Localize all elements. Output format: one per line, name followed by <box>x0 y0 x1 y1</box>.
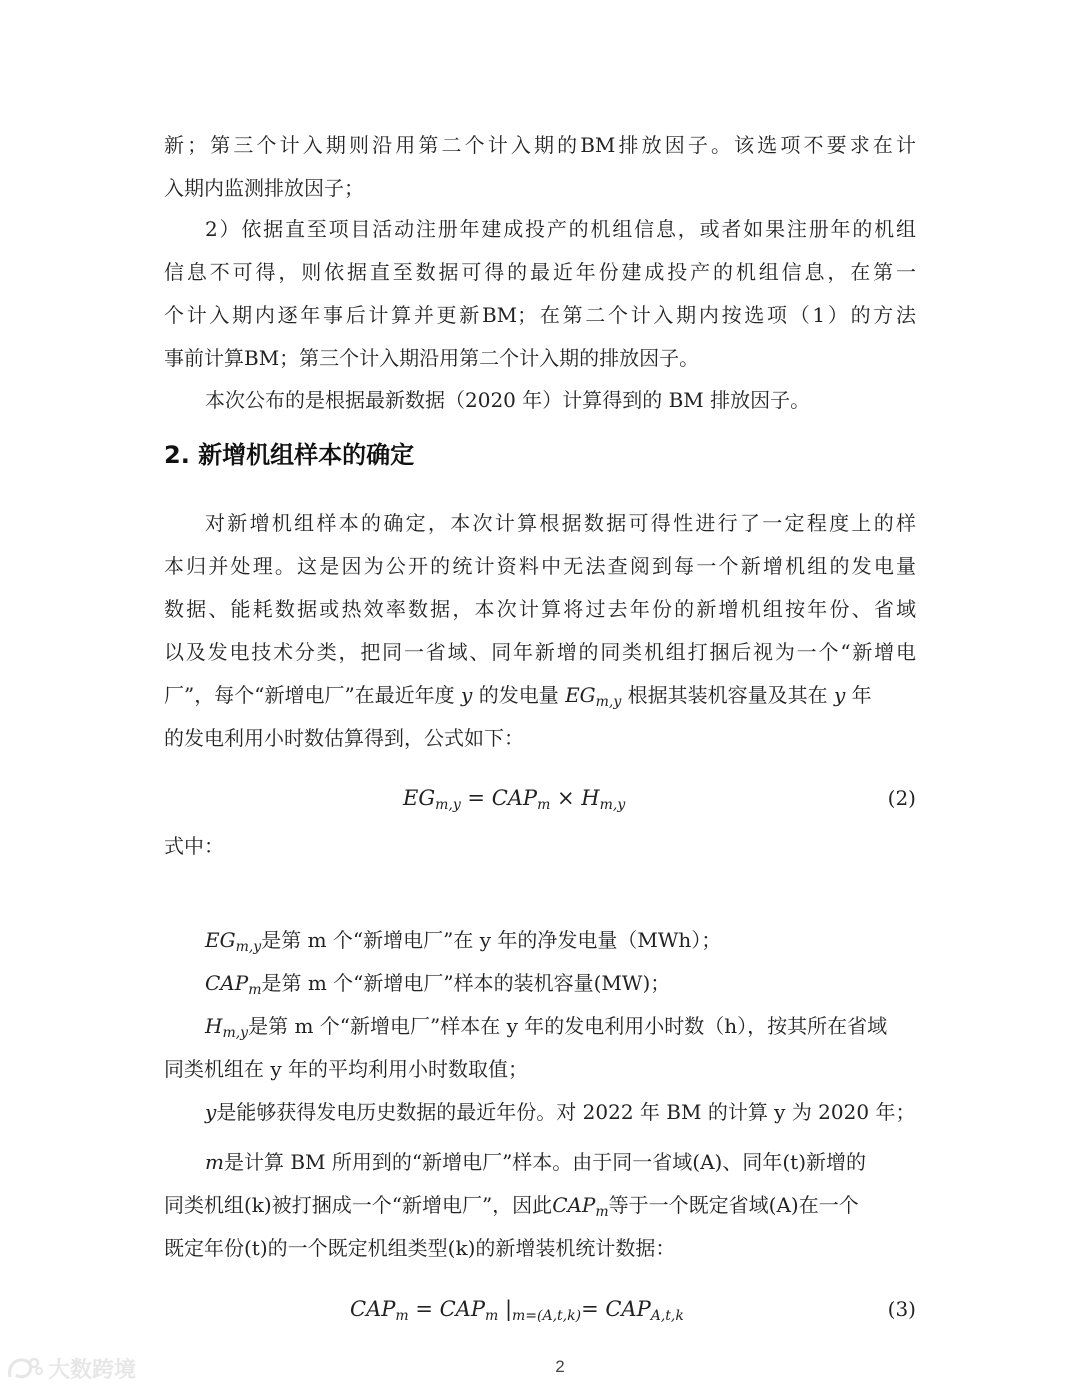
equation-3: $CAP_m = CAP_m$ $|_{m=(A,t,k)}= CAP_{A,t,k}$ <box>350 1297 684 1324</box>
math-cap: $CAP_m$ <box>552 1193 609 1220</box>
watermark <box>6 1353 136 1384</box>
text-segment: 等于一个既定省域(A)在一个 <box>608 1193 859 1217</box>
text-segment: 是第 m 个“新增电厂”样本在 y 年的发电利用小时数（h），按其所在省域 <box>248 1014 888 1038</box>
text-segment: 是能够获得发电历史数据的最近年份。对 2022 年 BM 的计算 y 为 2020 年； <box>216 1100 916 1124</box>
text-line: 2）依据直至项目活动注册年建成投产的机组信息，或者如果注册年的机组 <box>205 217 916 241</box>
text-line: 入期内监测排放因子； <box>164 176 364 200</box>
text-line-with-math <box>164 681 916 716</box>
definition-y <box>205 1098 916 1126</box>
page-number: 2 <box>555 1357 565 1376</box>
text-line: 新；第三个计入期则沿用第二个计入期的BM排放因子。该选项不要求在计 <box>164 133 916 157</box>
equation-number: (2) <box>887 786 916 810</box>
definition-cap <box>205 969 916 1004</box>
text-segment: 根据其装机容量及其在 <box>627 683 828 707</box>
text-line: 对新增机组样本的确定，本次计算根据数据可得性进行了一定程度上的样 <box>205 511 916 535</box>
math-h: $H_{m,y}$ <box>205 1014 249 1041</box>
text-line: 同类机组在 y 年的平均利用小时数取值； <box>164 1057 529 1081</box>
watermark-text: 大数跨境 <box>48 1358 137 1383</box>
equation-number: (3) <box>887 1297 916 1321</box>
text-segment: 是计算 BM 所用到的“新增电厂”样本。由于同一省域(A)、同年(t)新增的 <box>223 1150 866 1174</box>
math-var-y: y <box>205 1100 217 1124</box>
text-line: 事前计算BM；第三个计入期沿用第二个计入期的排放因子。 <box>164 346 700 370</box>
math-eg: $EG_{m,y}$ <box>205 928 262 955</box>
brand-logo-icon <box>6 1355 44 1383</box>
text-segment: 同类机组(k)被打捆成一个“新增电厂”，因此 <box>164 1193 553 1217</box>
math-var-y: y <box>834 683 852 707</box>
text-line: 以及发电技术分类，把同一省域、同年新增的同类机组打捆后视为一个“新增电 <box>164 640 916 664</box>
text-line: 既定年份(t)的一个既定机组类型(k)的新增装机统计数据： <box>164 1236 676 1260</box>
text-line: 数据、能耗数据或热效率数据，本次计算将过去年份的新增机组按年份、省域 <box>164 597 916 621</box>
text-line: 本归并处理。这是因为公开的统计资料中无法查阅到每一个新增机组的发电量 <box>164 554 916 578</box>
math-var-m: m <box>205 1150 224 1174</box>
publish-note: 本次公布的是根据最新数据（2020 年）计算得到的 BM 排放因子。 <box>205 388 811 412</box>
definition-m <box>205 1148 916 1176</box>
text-segment: 年 <box>851 683 872 707</box>
definition-h <box>205 1012 916 1047</box>
text-line: 的发电利用小时数估算得到，公式如下： <box>164 726 524 750</box>
math-var-y: y <box>461 683 479 707</box>
section-heading: 2. 新增机组样本的确定 <box>164 441 415 469</box>
text-segment: 的发电量 <box>478 683 559 707</box>
where-label: 式中： <box>164 834 224 858</box>
text-line-with-math <box>164 1191 916 1226</box>
text-segment: 厂”，每个“新增电厂”在最近年度 <box>164 683 455 707</box>
math-cap: $CAP_m$ <box>205 971 262 998</box>
text-segment: 是第 m 个“新增电厂”样本的装机容量(MW)； <box>261 971 671 995</box>
equation-2: $EG_{m,y} = CAP_m \times H_{m,y}$ <box>403 786 626 813</box>
text-line: 个计入期内逐年事后计算并更新BM；在第二个计入期内按选项（1）的方法 <box>164 303 916 327</box>
text-segment: 是第 m 个“新增电厂”在 y 年的净发电量（MWh）； <box>261 928 722 952</box>
math-eg: $EG_{m,y}$ <box>565 683 622 710</box>
definition-eg <box>205 926 916 961</box>
text-line: 信息不可得，则依据直至数据可得的最近年份建成投产的机组信息，在第一 <box>164 260 916 284</box>
